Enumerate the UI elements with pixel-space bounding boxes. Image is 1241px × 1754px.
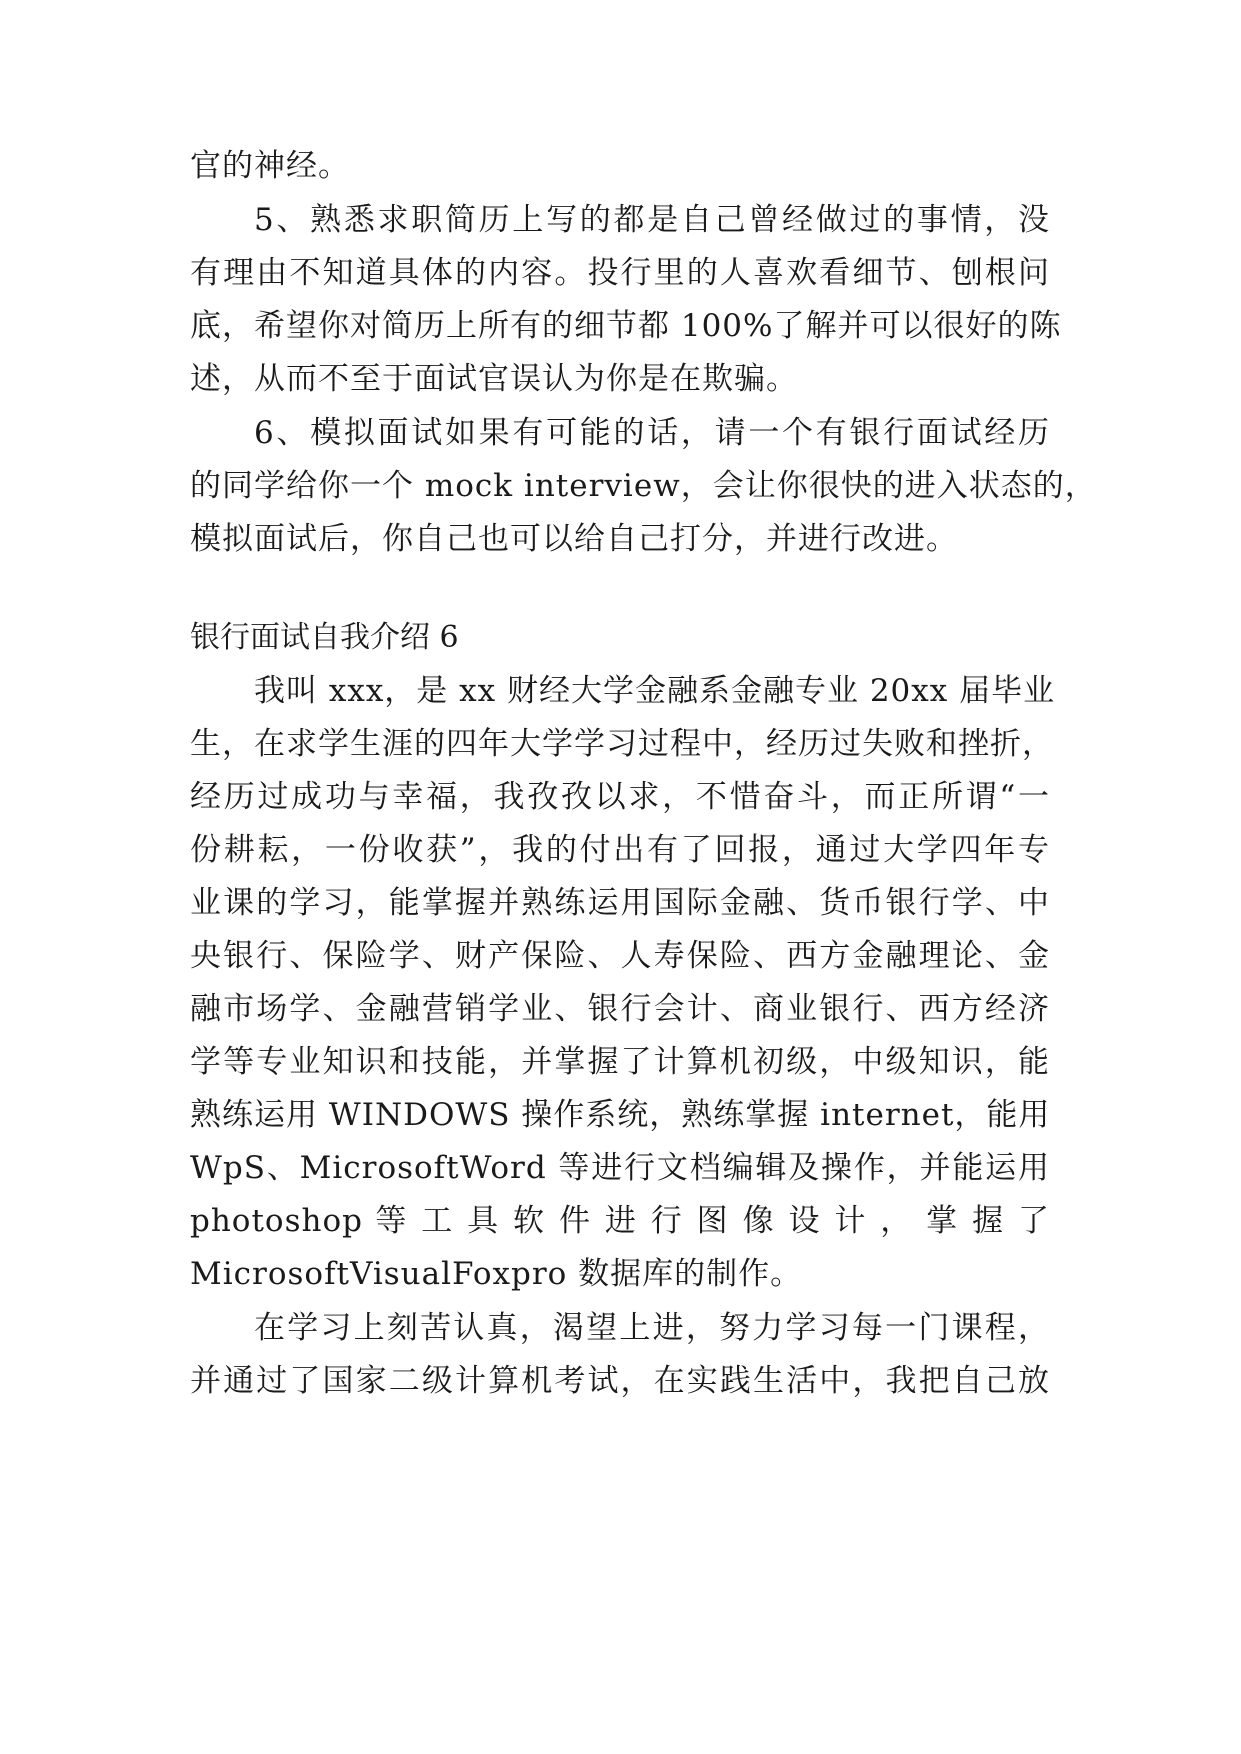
paragraph-line: 6、模拟面试如果有可能的话，请一个有银行面试经历 — [254, 415, 1050, 451]
paragraph-line: 我叫 xxx，是 xx 财经大学金融系金融专业 20xx 届毕业 — [254, 673, 1056, 709]
paragraph-line: 业课的学习，能掌握并熟练运用国际金融、货币银行学、中 — [190, 885, 1050, 921]
paragraph-line: 的同学给你一个 mock interview，会让你很快的进入状态的， — [190, 468, 1097, 504]
paragraph-line: 央银行、保险学、财产保险、人寿保险、西方金融理论、金 — [190, 938, 1050, 974]
paragraph-line: 模拟面试后，你自己也可以给自己打分，并进行改进。 — [190, 521, 958, 557]
paragraph-line: 官的神经。 — [190, 148, 350, 184]
paragraph-line: 底，希望你对简历上所有的细节都 100%了解并可以很好的陈 — [190, 308, 1062, 344]
paragraph-line: 在学习上刻苦认真，渴望上进，努力学习每一门课程， — [254, 1310, 1050, 1346]
paragraph-line: 生，在求学生涯的四年大学学习过程中，经历过失败和挫折， — [190, 726, 1054, 762]
paragraph-line: 经历过成功与幸福，我孜孜以求，不惜奋斗，而正所谓“一 — [190, 779, 1050, 815]
paragraph-line: 并通过了国家二级计算机考试，在实践生活中，我把自己放 — [190, 1363, 1050, 1399]
paragraph-line: MicrosoftVisualFoxpro 数据库的制作。 — [190, 1256, 803, 1292]
paragraph-line: photoshop 等 工 具 软 件 进 行 图 像 设 计 ， 掌 握 了 — [190, 1203, 1050, 1239]
paragraph-line: 有理由不知道具体的内容。投行里的人喜欢看细节、刨根问 — [190, 255, 1050, 291]
paragraph-line: 述，从而不至于面试官误认为你是在欺骗。 — [190, 361, 798, 397]
paragraph-line: 份耕耘，一份收获”，我的付出有了回报，通过大学四年专 — [190, 832, 1050, 868]
paragraph-line: 5、熟悉求职简历上写的都是自己曾经做过的事情，没 — [254, 202, 1050, 238]
paragraph-line: WpS、MicrosoftWord 等进行文档编辑及操作，并能运用 — [190, 1150, 1050, 1186]
paragraph-line: 熟练运用 WINDOWS 操作系统，熟练掌握 internet，能用 — [190, 1097, 1051, 1133]
paragraph-line: 融市场学、金融营销学业、银行会计、商业银行、西方经济 — [190, 991, 1050, 1027]
paragraph-line: 学等专业知识和技能，并掌握了计算机初级，中级知识，能 — [190, 1044, 1050, 1080]
section-heading: 银行面试自我介绍 6 — [190, 620, 459, 655]
